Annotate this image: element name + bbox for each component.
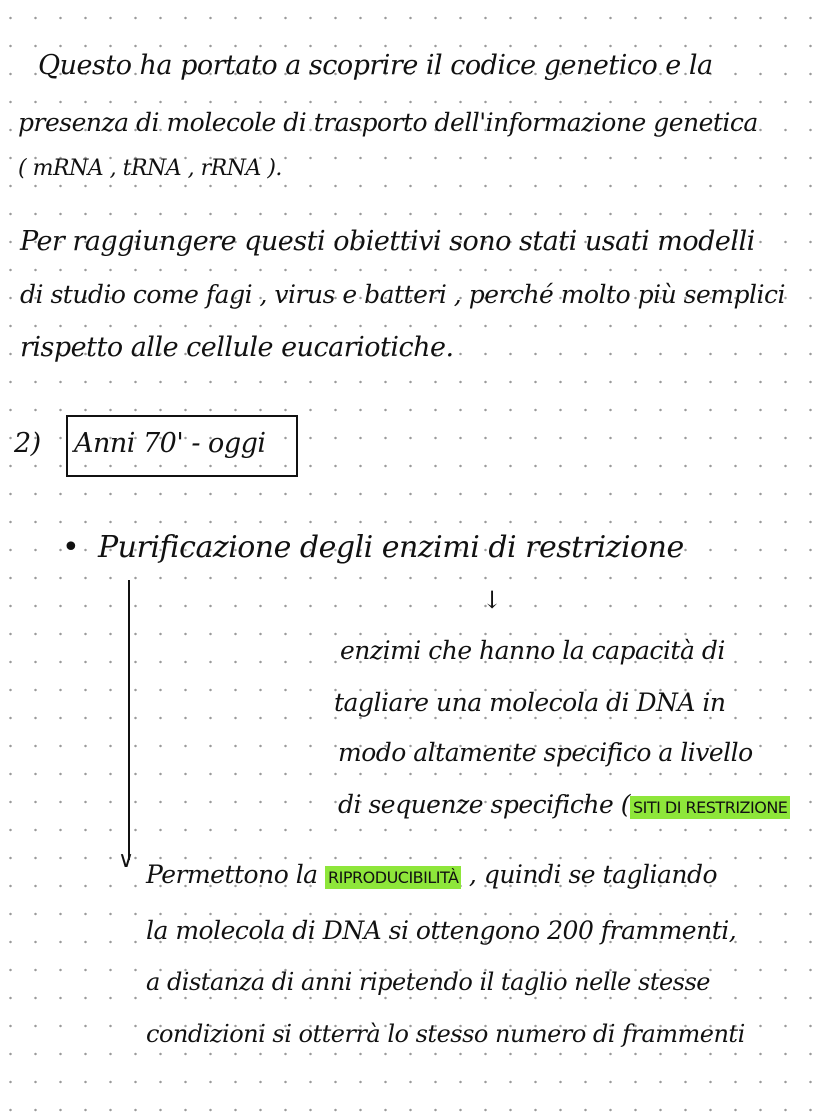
arrowhead-icon: ∨	[118, 848, 135, 873]
highlighted-term: RIPRODUCIBILITÀ	[325, 866, 461, 889]
text-line: tagliare una molecola di DNA in	[334, 688, 726, 717]
down-arrow-icon: ↓	[482, 586, 502, 614]
text-line	[146, 860, 717, 889]
section-number: 2)	[14, 428, 41, 459]
vertical-arrow-line	[128, 580, 130, 860]
bullet: •	[62, 530, 80, 565]
text-line: Per raggiungere questi obiettivi sono stati usati modelli	[20, 226, 755, 257]
text-line: condizioni si otterrà lo stesso numero di frammenti	[146, 1020, 745, 1048]
text-line: ( mRNA , tRNA , rRNA ).	[18, 156, 282, 181]
text-line: la molecola di DNA si ottengono 200 frammenti,	[146, 916, 737, 945]
text-line: modo altamente specifico a livello	[338, 738, 753, 767]
text-line: enzimi che hanno la capacità di	[340, 636, 725, 665]
text-line: rispetto alle cellule eucariotiche.	[20, 332, 454, 363]
text-line: Questo ha portato a scoprire il codice genetico e la	[38, 50, 713, 81]
text-line: di studio come fagi , virus e batteri , perché molto più semplici	[20, 280, 785, 309]
text-line: a distanza di anni ripetendo il taglio nelle stesse	[146, 968, 711, 996]
text-fragment: , quindi se tagliando	[468, 860, 718, 889]
text-fragment: Permettono la	[146, 860, 318, 889]
highlighted-term: SITI DI RESTRIZIONE	[630, 796, 790, 819]
section-title: Anni 70' - oggi	[74, 428, 266, 459]
bullet-heading: Purificazione degli enzimi di restrizione	[98, 530, 684, 565]
text-line	[338, 790, 790, 819]
text-line: presenza di molecole di trasporto dell'informazione genetica	[18, 108, 758, 137]
text-fragment: di sequenze specifiche (	[338, 790, 630, 819]
